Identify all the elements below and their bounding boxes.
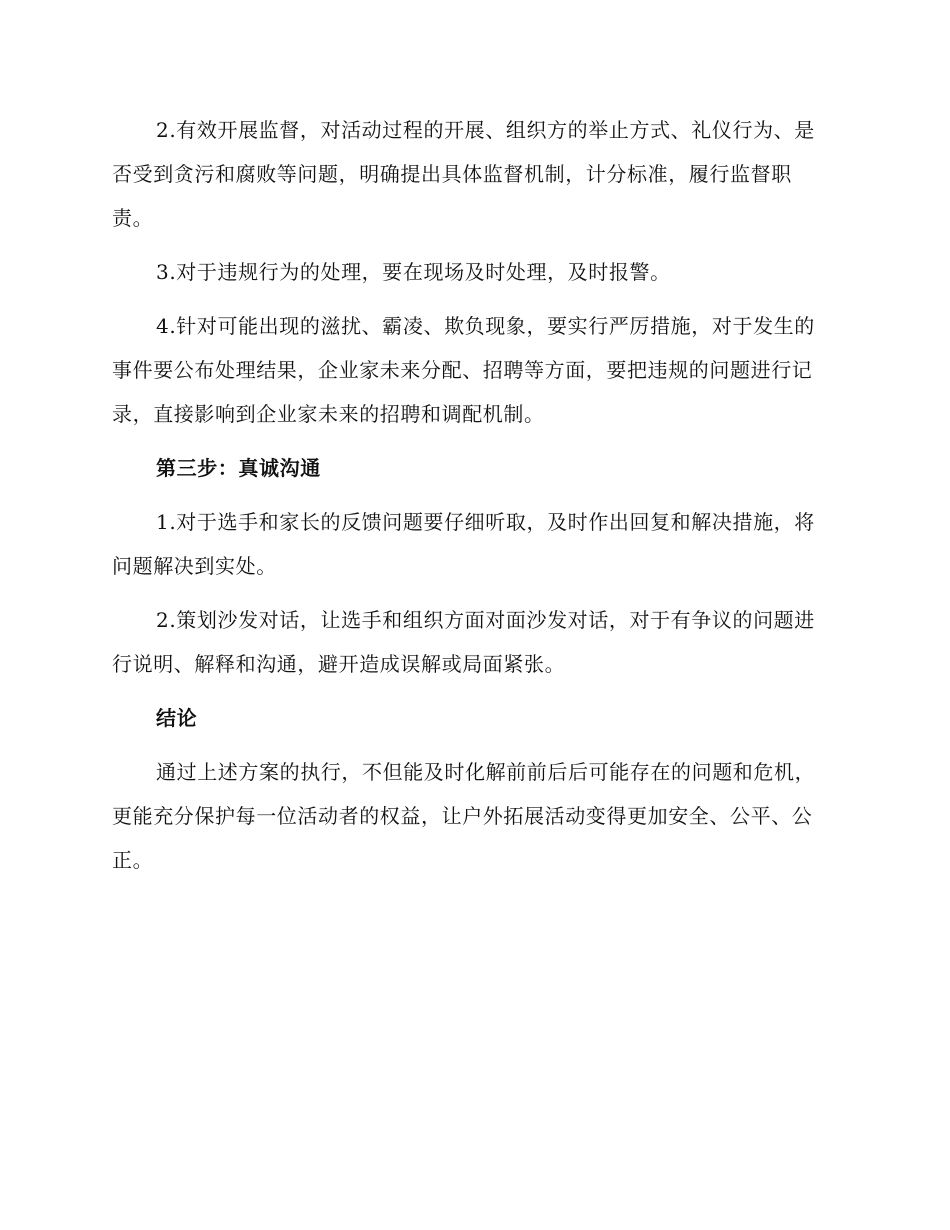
paragraph-anti-bullying: 4.针对可能出现的滋扰、霸凌、欺负现象，要实行严厉措施，对于发生的事件要公布处理结果，企业家未来分配、招聘等方面，要把违规的问题进行记录，直接影响到企业家未来的招聘和调配机制。 (112, 314, 815, 426)
document-body (112, 108, 832, 892)
paragraph-violation-handling: 3.对于违规行为的处理，要在现场及时处理，及时报警。 (156, 260, 671, 284)
paragraph-feedback: 1.对于选手和家长的反馈问题要仔细听取，及时作出回复和解决措施，将问题解决到实处。 (112, 510, 815, 578)
section-heading-conclusion: 结论 (156, 706, 198, 730)
section-heading-step-three: 第三步：真诚沟通 (156, 456, 321, 480)
paragraph-conclusion: 通过上述方案的执行，不但能及时化解前前后后可能存在的问题和危机，更能充分保护每一位活动者的权益，让户外拓展活动变得更加安全、公平、公正。 (112, 760, 816, 872)
paragraph-dialogue: 2.策划沙发对话，让选手和组织方面对面沙发对话，对于有争议的问题进行说明、解释和沟通，避开造成误解或局面紧张。 (112, 608, 815, 676)
paragraph-supervision: 2.有效开展监督，对活动过程的开展、组织方的举止方式、礼仪行为、是否受到贪污和腐败等问题，明确提出具体监督机制，计分标准，履行监督职责。 (112, 118, 815, 230)
